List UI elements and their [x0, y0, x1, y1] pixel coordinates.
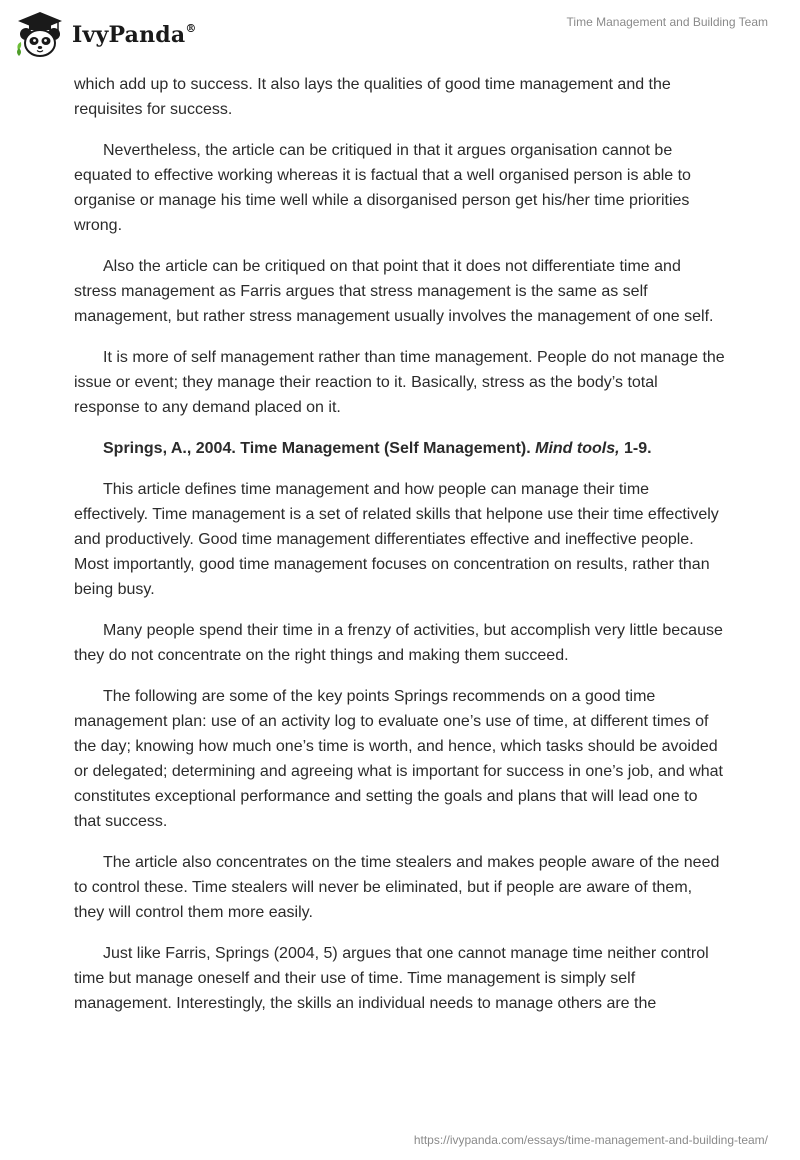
document-title: Time Management and Building Team [566, 15, 768, 29]
essay-body [74, 72, 726, 1032]
paragraph: Nevertheless, the article can be critiqued in that it argues organisation cannot be equated to effective working whereas it is factual that a well organised person is able to organise or manage his time well while a disorganised person get his/her time priorities wrong. [74, 142, 691, 234]
paragraph: Many people spend their time in a frenzy of activities, but accomplish very little because they do not concentrate on the right things and making them succeed. [74, 622, 723, 664]
paragraph: This article defines time management and how people can manage their time effectively. Time management is a set of related skills that helpone use their time effectively and productively. Good time management differentiates effective and ineffective people. Most importantly, good time management focuses on concentration on results, rather than being busy. [74, 481, 719, 598]
citation-journal: Mind tools, [535, 440, 620, 457]
paragraph: which add up to success. It also lays the qualities of good time management and the requisites for success. [74, 76, 671, 118]
paragraph: It is more of self management rather than time management. People do not manage the issue or event; they manage their reaction to it. Basically, stress as the body’s total response to any demand placed on it. [74, 349, 725, 416]
paragraph: Also the article can be critiqued on that point that it does not differentiate time and stress management as Farris argues that stress management is the same as self management, but rather stress management usually involves the management of one self. [74, 258, 714, 325]
paragraph: The following are some of the key points Springs recommends on a good time management plan: use of an activity log to evaluate one’s use of time, at different times of the day; knowing how much one’s time is worth, and hence, which tasks should be avoided or delegated; determining and agreeing what is important for success in one’s job, and what constitutes exceptional performance and setting the goals and plans that will lead one to that success. [74, 688, 723, 830]
source-url[interactable]: https://ivypanda.com/essays/time-management-and-building-team/ [413, 1133, 768, 1147]
brand-name: IvyPanda® [72, 21, 197, 48]
paragraph: The article also concentrates on the time stealers and makes people aware of the need to control these. Time stealers will never be eliminated, but if people are aware of them, they will control them more easily. [74, 854, 720, 921]
reference-citation [74, 436, 726, 461]
panda-graduate-icon [14, 10, 66, 60]
ivypanda-logo[interactable] [14, 10, 197, 60]
citation-pages: 1-9. [619, 440, 652, 457]
page-header [0, 0, 800, 70]
citation-text: Springs, A., 2004. Time Management (Self Management). [103, 440, 536, 457]
paragraph: Just like Farris, Springs (2004, 5) argues that one cannot manage time neither control time but manage oneself and their use of time. Time management is simply self management. Interestingly, the skills an individual needs to manage others are the [74, 945, 709, 1012]
